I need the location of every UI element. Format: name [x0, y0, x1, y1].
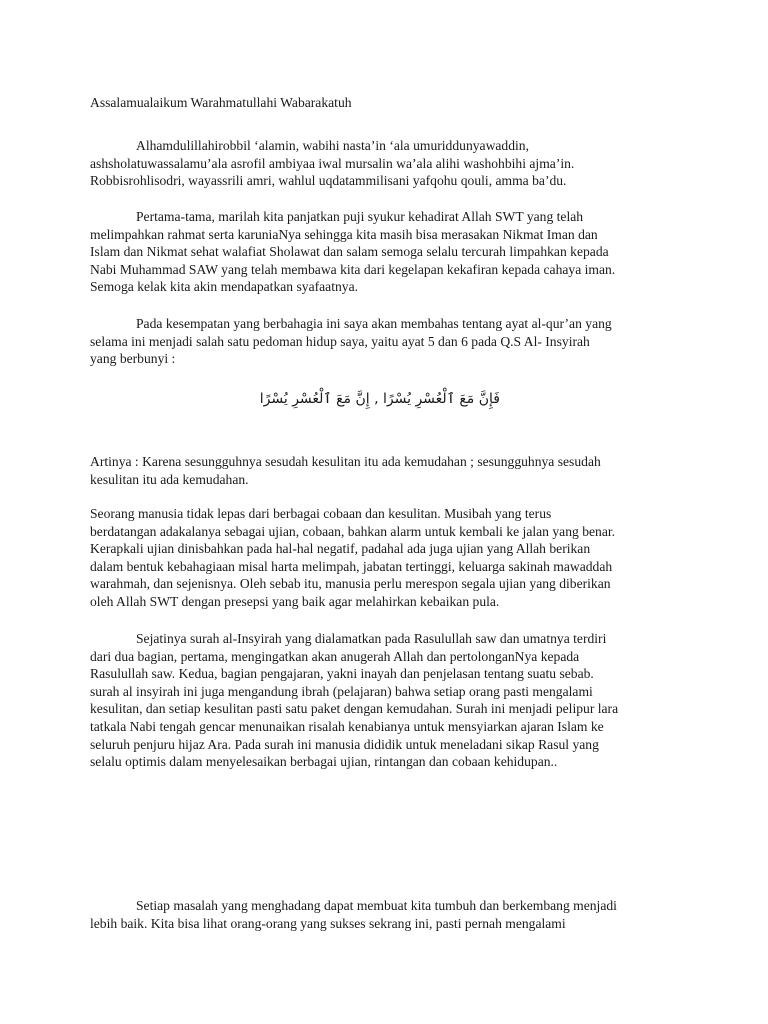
paragraph-translation	[90, 453, 690, 488]
text-line: berdatangan adakalanya sebagai ujian, cobaan, bahkan alarm untuk kembali ke jalan yang benar.	[90, 523, 616, 539]
text-line: selalu optimis dalam menyelesaikan berbagai ujian, rintangan dan cobaan kehidupan..	[90, 754, 558, 770]
paragraph-growth	[90, 897, 690, 932]
arabic-verse: فَإِنَّ مَعَ ٱلْعُسْرِ يُسْرًا , إِنَّ مَعَ ٱلْعُسْرِ يُسْرًا	[259, 391, 500, 407]
text-line: melimpahkan rahmat serta karuniaNya sehingga kita masih bisa merasakan Nikmat Iman dan	[90, 226, 598, 242]
text-line: dalam bentuk kebahagiaan misal harta melimpah, jabatan tertinggi, keluarga sakinah mawaddah	[90, 558, 613, 574]
text-line: lebih baik. Kita bisa lihat orang-orang yang sukses sekrang ini, pasti pernah mengalami	[90, 915, 566, 931]
text-line: Islam dan Nikmat sehat walafiat Sholawat dan salam semoga selalu tercurah limpahkan kepada	[90, 244, 609, 260]
text-line: Sejatinya surah al-Insyirah yang dialamatkan pada Rasulullah saw dan umatnya terdiri	[136, 631, 607, 646]
paragraph-trials	[90, 505, 690, 611]
paragraph-introduction	[90, 315, 690, 368]
text-line: Setiap masalah yang menghadang dapat membuat kita tumbuh dan berkembang menjadi	[136, 898, 617, 913]
paragraph-al-insyirah	[90, 630, 690, 771]
text-line: tatkala Nabi tengah gencar menunaikan risalah kenabianya untuk mensyiarkan ajaran Islam ke	[90, 718, 604, 734]
paragraph-gratitude	[90, 208, 690, 296]
text-line: Rasulullah saw. Kedua, bagian pengajaran, yakni inayah dan penjelasan tentang suatu sebab.	[90, 666, 594, 682]
text-line: yang berbunyi :	[90, 351, 176, 367]
text-line: warahmah, dan sejenisnya. Oleh sebab itu, manusia perlu merespon segala ujian yang diberikan	[90, 576, 611, 592]
paragraph-opening	[90, 137, 690, 190]
text-line: seluruh penjuru hijaz Ara. Pada surah ini manusia dididik untuk meneladani sikap Rasul yang	[90, 736, 599, 752]
text-line: Alhamdulillahirobbil ‘alamin, wabihi nasta’in ‘ala umuriddunyawaddin,	[136, 138, 529, 153]
text-line: Robbisrohlisodri, wayassrili amri, wahlul uqdatammilisani yafqohu qouli, amma ba’du.	[90, 173, 567, 189]
text-line: Pada kesempatan yang berbahagia ini saya akan membahas tentang ayat al-qur’an yang	[136, 316, 612, 331]
text-line: ashsholatuwassalamu’ala asrofil ambiyaa iwal mursalin wa’ala alihi washohbihi ajma’in.	[90, 155, 575, 171]
greeting-line: Assalamualaikum Warahmatullahi Wabarakatuh	[90, 95, 352, 110]
text-line: kesulitan itu ada kemudahan.	[90, 471, 249, 487]
text-line: selama ini menjadi salah satu pedoman hidup saya, yaitu ayat 5 dan 6 pada Q.S Al- Insyirah	[90, 333, 590, 349]
text-line: Artinya : Karena sesungguhnya sesudah kesulitan itu ada kemudahan ; sesungguhnya sesudah	[90, 454, 601, 469]
text-line: Seorang manusia tidak lepas dari berbagai cobaan dan kesulitan. Musibah yang terus	[90, 506, 552, 521]
text-line: kesulitan, dan setiap kesulitan pasti satu paket dengan kemudahan. Surah ini menjadi pelipur lara	[90, 701, 619, 717]
text-line: dari dua bagian, pertama, mengingatkan akan anugerah Allah dan pertolonganNya kepada	[90, 648, 580, 664]
text-line: Nabi Muhammad SAW yang telah membawa kita dari kegelapan kekafiran kepada cahaya iman.	[90, 261, 616, 277]
text-line: Kerapkali ujian dinisbahkan pada hal-hal negatif, padahal ada juga ujian yang Allah berikan	[90, 541, 591, 557]
greeting	[90, 94, 690, 112]
text-line: oleh Allah SWT dengan presepsi yang baik agar melahirkan kebaikan pula.	[90, 593, 500, 609]
text-line: surah al insyirah ini juga mengandung ibrah (pelajaran) bahwa setiap orang pasti mengalami	[90, 683, 593, 699]
text-line: Pertama-tama, marilah kita panjatkan puji syukur kehadirat Allah SWT yang telah	[136, 209, 584, 224]
text-line: Semoga kelak kita akin mendapatkan syafaatnya.	[90, 279, 358, 295]
